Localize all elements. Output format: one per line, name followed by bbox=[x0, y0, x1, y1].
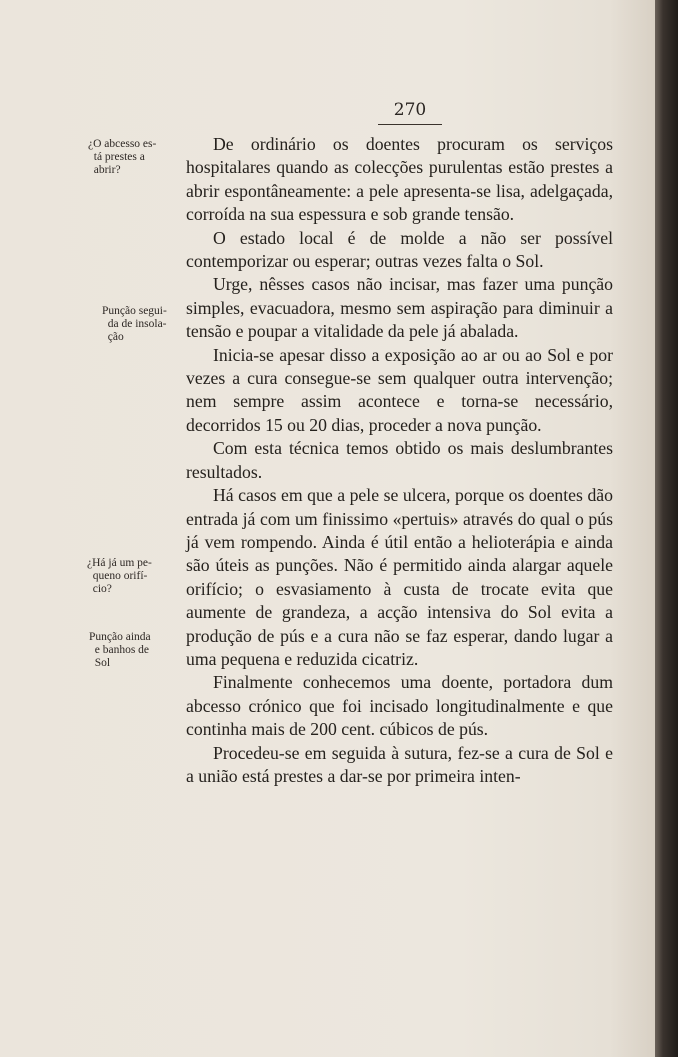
paragraph: Inicia-se apesar disso a exposição ao ar ou ao Sol e por vezes a cura consegue-se sem qualquer outra intervenção; nem sempre assim acontece e torna-se necessário, decorridos 15 ou 20 dias, proceder a nova punção. bbox=[186, 344, 613, 435]
paragraph: Procedeu-se em seguida à sutura, fez-se a cura de Sol e a união está prestes a dar-se por primeira inten- bbox=[186, 742, 613, 786]
paragraph: De ordinário os doentes procuram os serviços hospitalares quando as colecções purulentas estão prestes a abrir espontâneamente: a pele apresenta-se lisa, adelgaçada, corroída na sua espessura e sob grande tensão. bbox=[186, 134, 613, 225]
page-number-rule bbox=[378, 124, 442, 125]
paragraph: Há casos em que a pele se ulcera, porque os doentes dão entrada já com um finissimo «pertuis» através do qual o pús já vem rompendo. Ainda é útil então a helioterápia e ainda são úteis as punções. Não é permitido ainda alargar aquele orifício; o esvasiamento à custa de trocate evita que aumente de grandeza, a acção intensiva do Sol evita a produção de pús e a cura não se faz esperar, dando lugar a uma pequena e reduzida cicatriz. bbox=[186, 485, 613, 669]
margin-note-puncture-insolation: Punção segui- da de insola- ção bbox=[102, 305, 167, 343]
paragraph: Com esta técnica temos obtido os mais deslumbrantes resultados. bbox=[186, 438, 613, 482]
paragraph: O estado local é de molde a não ser possível contemporizar ou esperar; outras vezes falta o Sol. bbox=[186, 227, 613, 272]
book-binding-shadow bbox=[655, 0, 678, 1057]
page-number: 270 bbox=[393, 100, 427, 120]
paragraph: Finalmente conhecemos uma doente, portadora dum abcesso crónico que foi incisado longitudinalmente e que continha mais de 200 cent. cúbicos de pús. bbox=[186, 672, 613, 740]
body-text bbox=[186, 133, 613, 788]
paragraph: Urge, nêsses casos não incisar, mas fazer uma punção simples, evacuadora, mesmo sem aspiração para diminuir a tensão e poupar a vitalidade da pele já abalada. bbox=[186, 274, 613, 342]
margin-note-puncture-sun-baths: Punção ainda e banhos de Sol bbox=[89, 631, 151, 669]
margin-note-small-orifice: ¿Há já um pe- queno orifí- cio? bbox=[87, 557, 152, 595]
margin-note-abscess-about-to-open: ¿O abcesso es- tá prestes a abrir? bbox=[88, 138, 157, 176]
